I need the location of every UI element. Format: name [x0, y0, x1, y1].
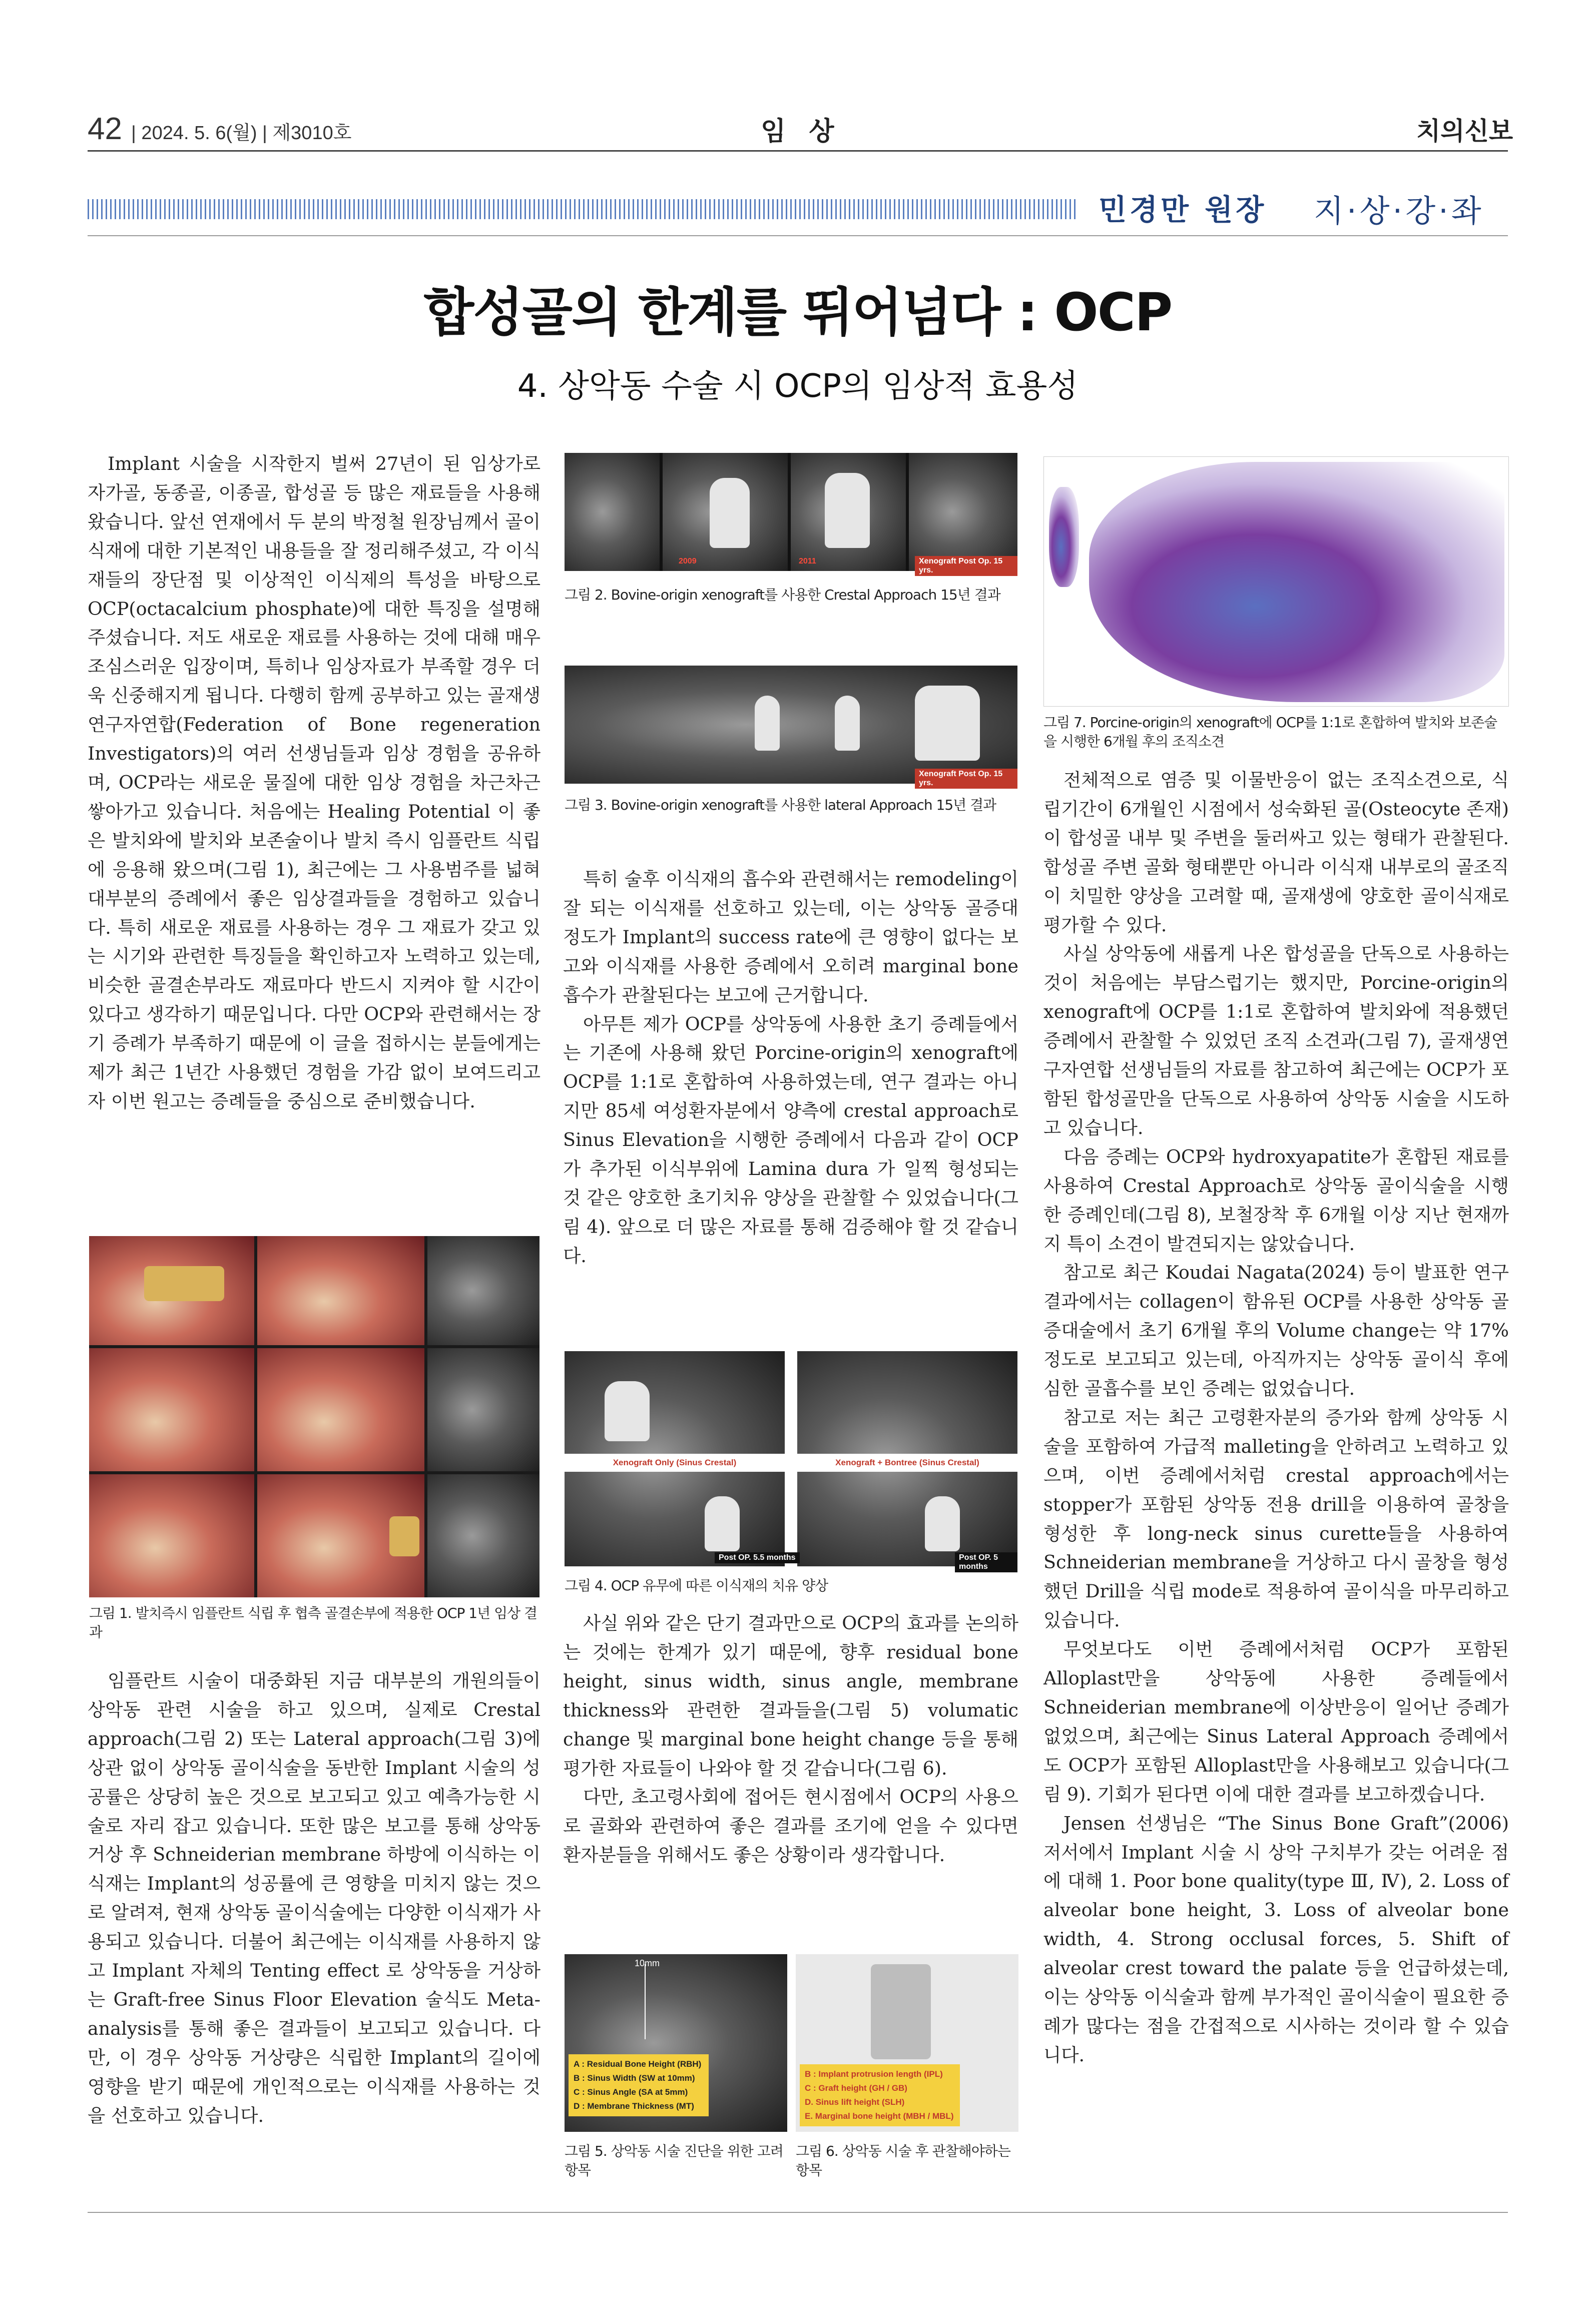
- fig5-legend-item: C : Sinus Angle (SA at 5mm): [574, 2087, 688, 2097]
- col3-body: [1043, 766, 1509, 2070]
- fig2-implant: [710, 478, 750, 548]
- fig7-tissue-slide: [1089, 462, 1504, 702]
- figure-6-caption: 그림 6. 상악동 시술 후 관찰해야하는 항목: [796, 2143, 1010, 2178]
- fig5-legend-item: A : Residual Bone Height (RBH): [574, 2059, 702, 2069]
- issue-date: | 2024. 5. 6(월) | 제3010호: [131, 123, 352, 144]
- footer-rule: [88, 2212, 1508, 2213]
- figure-7-caption: 그림 7. Porcine-origin의 xenograft에 OCP를 1:1로 혼합하여 발치와 보존술을 시행한 6개월 후의 조직소견: [1043, 714, 1497, 750]
- figure-2-image: [565, 453, 1017, 574]
- series-stripe: [88, 199, 1079, 219]
- figure-5-caption: 그림 5. 상악동 시술 진단을 위한 고려항목: [565, 2143, 783, 2178]
- fig5-scale-line: [645, 1964, 646, 2039]
- fig5-scale-label: 10mm: [635, 1958, 660, 1968]
- col3-paragraph: 무엇보다도 이번 증례에서처럼 OCP가 포함된 Alloplast만을 상악동에 사용한 증례들에서 Schneiderian membrane에 이상반응이 일어난 증례가 없었으며, 최근에는 Sinus Lateral Approach 증례에서도 OCP가 포함된 Alloplast만을 사용해보고 있습니다(그림 9). 기회가 된다면 이에 대한 결과를 보고하겠습니다.: [1043, 1638, 1509, 1805]
- fig1-crown: [389, 1516, 419, 1556]
- col1-paragraph: 임플란트 시술이 대중화된 지금 대부분의 개원의들이 상악동 관련 시술을 하고 있으며, 실제로 Crestal approach(그림 2) 또는 Lateral approach(그림 3)에 상관 없이 상악동 골이식술을 동반한 Implant 시술의 성공률은 상당히 높은 것으로 보고되고 있고 예측가능한 시술로 자리 잡고 있습니다. 또한 많은 보고를 통해 상악동 거상 후 Schneiderian membrane 하방에 이식하는 이식재는 Implant의 성공률에 큰 영향을 미치지 않는 것으로 알려져, 현재 상악동 골이식술에는 다양한 이식재가 사용되고 있습니다. 더불어 최근에는 이식재를 사용하지 않고 Implant 자체의 Tenting effect 로 상악동을 거상하는 Graft-free Sinus Floor Elevation 술식도 Meta-analysis를 통해 좋은 결과들이 보고되고 있습니다. 다만, 이 경우 상악동 거상량은 식립한 Implant의 길이에 영향을 받기 때문에 개인적으로는 이식재를 사용하는 것을 선호하고 있습니다.: [88, 1670, 541, 2126]
- col1-top: [88, 449, 541, 1116]
- series-column: 지·상·강·좌: [1314, 193, 1484, 229]
- col3-paragraph: 참고로 저는 최근 고령환자분의 증가와 함께 상악동 시술을 포함하여 가급적 malleting을 안하려고 노력하고 있으며, 이번 증례에서처럼 crestal approach에서는 stopper가 포함된 상악동 전용 drill을 이용하여 골창을 형성한 후 long-neck sinus curette들을 사용하여 Schneiderian membrane을 거상하고 다시 골창을 형성했던 Drill을 식립 mode로 적용하여 골이식을 마무리하고 있습니다.: [1043, 1406, 1509, 1631]
- fig5-legend: [569, 2054, 709, 2116]
- figure-1-caption: 그림 1. 발치즉시 임플란트 식립 후 협측 골결손부에 적용한 OCP 1년 임상 결과: [89, 1605, 538, 1640]
- figure-4-image: [565, 1351, 1017, 1571]
- fig3-implant: [915, 686, 980, 761]
- fig6-legend-item: E. Marginal bone height (MBH / MBL): [805, 2111, 954, 2121]
- figure-3-image: [565, 666, 1017, 787]
- header-rule: [88, 150, 1508, 152]
- fig3-implant: [835, 696, 860, 751]
- fig3-implant: [755, 696, 780, 751]
- col3-paragraph: 다음 증례는 OCP와 hydroxyapatite가 혼합된 재료를 사용하여 Crestal Approach로 상악동 골이식술을 시행한 증례인데(그림 8), 보철장착 후 6개월 이상 지난 현재까지 특이 소견이 발견되지는 않았습니다.: [1043, 1145, 1509, 1255]
- figure-3-caption: 그림 3. Bovine-origin xenograft를 사용한 lateral Approach 15년 결과: [565, 797, 996, 813]
- fig2-label: 2009: [679, 557, 697, 565]
- col3-paragraph: 전체적으로 염증 및 이물반응이 없는 조직소견으로, 식립기간이 6개월인 시점에서 성숙화된 골(Osteocyte 존재)이 합성골 내부 및 주변을 둘러싸고 있는 형태가 관찰된다. 합성골 주변 골화 형태뿐만 아니라 이식재 내부로의 골조직이 치밀한 양상을 고려할 때, 골재생에 양호한 골이식재로 평가할 수 있다.: [1043, 769, 1509, 936]
- figure-5-image: [565, 1954, 787, 2132]
- fig2-label: 2011: [799, 557, 816, 565]
- figure-2-caption: 그림 2. Bovine-origin xenograft를 사용한 Crestal Approach 15년 결과: [565, 587, 1000, 603]
- fig6-legend: [800, 2064, 960, 2126]
- fig2-label: Xenograft Post Op. 15 yrs.: [915, 556, 1017, 576]
- col2-paragraph: 특히 술후 이식재의 흡수와 관련해서는 remodeling이 잘 되는 이식재를 선호하고 있는데, 이는 상악동 골증대 정도가 Implant의 success rate에 큰 영향이 없다는 보고와 이식재를 사용한 증례에서 오히려 marginal bone 흡수가 관찰된다는 보고에 근거합니다.: [563, 868, 1018, 1006]
- col1-bottom: [88, 1666, 541, 2130]
- figure-4-caption: 그림 4. OCP 유무에 따른 이식재의 치유 양상: [565, 1577, 828, 1594]
- fig5-legend-item: D : Membrane Thickness (MT): [574, 2101, 694, 2111]
- fig1-crown: [144, 1266, 224, 1301]
- fig7-tissue-fragment: [1049, 487, 1079, 587]
- figure-7-image: [1043, 456, 1509, 707]
- col2-top: [563, 865, 1018, 1271]
- fig1-xray-post: [427, 1474, 540, 1597]
- fig2-xray-1: [565, 453, 660, 571]
- col3-paragraph: 사실 상악동에 새롭게 나온 합성골을 단독으로 사용하는 것이 처음에는 부담스럽기는 했지만, Porcine-origin의 xenograft에 OCP를 1:1로 혼합하여 발치와에 적용했던 증례에서 관찰할 수 있었던 조직 소견과(그림 7), 골재생연구자연합 선생님들의 자료를 참고하여 최근에는 OCP가 포함된 합성골만을 단독으로 사용하여 상악동 시술을 시도하고 있습니다.: [1043, 943, 1509, 1138]
- fig4-implant: [705, 1496, 740, 1551]
- col2-paragraph: 사실 위와 같은 단기 결과만으로 OCP의 효과를 논의하는 것에는 한계가 있기 때문에, 향후 residual bone height, sinus width, sinus angle, membrane thickness와 관련한 결과들을(그림 5) volumatic change 및 marginal bone height change 등을 통해 평가한 자료들이 나와야 할 것 같습니다(그림 6).: [563, 1612, 1018, 1779]
- series-author: 민경만 원장: [1099, 193, 1267, 227]
- fig1-xray-graft: [427, 1348, 540, 1471]
- fig6-legend-item: C : Graft height (GH / GB): [805, 2083, 907, 2093]
- fig6-legend-item: B : Implant protrusion length (IPL): [805, 2069, 943, 2079]
- page-number: 42: [88, 112, 122, 146]
- fig4-label-right: Xenograft + Bontree (Sinus Crestal): [797, 1454, 1017, 1472]
- publication-name: 치의신보: [1416, 117, 1513, 146]
- fig1-photo-pre-right: [257, 1236, 424, 1345]
- article-title: 합성골의 한계를 뛰어넘다 : OCP: [423, 282, 1172, 343]
- fig6-legend-item: D. Sinus lift height (SLH): [805, 2097, 905, 2107]
- fig2-xray-4: [909, 453, 1017, 571]
- fig4-time-label: Post OP. 5.5 months: [715, 1552, 800, 1563]
- fig1-photo-graft-right: [257, 1348, 424, 1471]
- figure-1-image: [89, 1236, 540, 1597]
- fig4-label-left: Xenograft Only (Sinus Crestal): [565, 1454, 785, 1472]
- fig3-label: Xenograft Post Op. 15 yrs.: [915, 769, 1017, 789]
- fig1-xray-pre: [427, 1236, 540, 1345]
- col1-paragraph: Implant 시술을 시작한지 벌써 27년이 된 임상가로 자가골, 동종골, 이종골, 합성골 등 많은 재료들을 사용해 왔습니다. 앞선 연재에서 두 분의 박정철 원장님께서 골이식재에 대한 기본적인 내용들을 잘 정리해주셨고, 각 이식재들의 장단점 및 이상적인 이식제의 특성을 바탕으로 OCP(octacalcium phosphate)에 대한 특징을 설명해 주셨습니다. 저도 새로운 재료를 사용하는 것에 대해 매우 조심스러운 입장이며, 특히나 임상자료가 부족할 경우 더욱 신중해지게 됩니다. 다행히 함께 공부하고 있는 골재생연구자연합(Federation of Bone regeneration Investigators)의 여러 선생님들과 임상 경험을 공유하며, OCP라는 새로운 물질에 대한 임상 경험을 차근차근 쌓아가고 있습니다. 처음에는 Healing Potential 이 좋은 발치와에 발치와 보존술이나 발치 즉시 임플란트 식립에 응용해 왔으며(그림 1), 최근에는 그 사용범주를 넓혀 대부분의 증례에서 좋은 임상결과들을 경험하고 있습니다. 특히 새로운 재료를 사용하는 경우 그 재료가 갖고 있는 시기와 관련한 특징들을 확인하고자 노력하고 있는데, 비슷한 골결손부라도 재료마다 반드시 지켜야 할 시간이 있다고 생각하기 때문입니다. 다만 OCP와 관련해서는 장기 증례가 부족하기 때문에 이 글을 접하시는 분들에게는 제가 최근 1년간 사용했던 경험을 가감 없이 보여드리고자 이번 원고는 증례들을 중심으로 준비했습니다.: [88, 453, 541, 1112]
- col2-middle: [563, 1609, 1018, 1870]
- fig4-implant: [925, 1496, 960, 1551]
- fig4-implant: [605, 1381, 650, 1441]
- series-rule: [88, 235, 1508, 236]
- fig2-implant: [825, 473, 870, 548]
- fig1-photo-post-left: [89, 1474, 254, 1597]
- col3-paragraph: Jensen 선생님은 “The Sinus Bone Graft”(2006) 저서에서 Implant 시술 시 상악 구치부가 갖는 어려운 점에 대해 1. Poor bone quality(type Ⅲ, Ⅳ), 2. Loss of alveolar bone height, 3. Loss of alveolar bone width, 4. Strong occlusal forces, 5. Shift of alveolar crest toward the palate 등을 언급하셨는데, 이는 상악동 이식술과 함께 부가적인 골이식술이 필요한 증례가 많다는 점을 간접적으로 시사하는 것이라 할 수 있습니다.: [1043, 1812, 1509, 2066]
- col2-paragraph: 아무튼 제가 OCP를 상악동에 사용한 초기 증례들에서는 기존에 사용해 왔던 Porcine-origin의 xenograft에 OCP를 1:1로 혼합하여 사용하였는데, 연구 결과는 아니지만 85세 여성환자분에서 양측에 crestal approach로 Sinus Elevation을 시행한 증례에서 다음과 같이 OCP가 추가된 이식부위에 Lamina dura 가 일찍 형성되는 것 같은 양호한 초기치유 양상을 관찰할 수 있었습니다(그림 4). 앞으로 더 많은 자료를 통해 검증해야 할 것 같습니다.: [563, 1013, 1018, 1267]
- col2-paragraph: 다만, 초고령사회에 접어든 현시점에서 OCP의 사용으로 골화와 관련하여 좋은 결과를 조기에 얻을 수 있다면 환자분들을 위해서도 좋은 상황이라 생각합니다.: [563, 1786, 1018, 1866]
- fig5-legend-item: B : Sinus Width (SW at 10mm): [574, 2073, 695, 2083]
- fig1-photo-graft-left: [89, 1348, 254, 1471]
- fig6-implant-diagram: [871, 1964, 931, 2059]
- article-subtitle: 4. 상악동 수술 시 OCP의 임상적 효용성: [517, 368, 1079, 405]
- fig4-time-label: Post OP. 5 months: [955, 1552, 1017, 1572]
- figure-6-image: [796, 1954, 1018, 2132]
- section-name: 임 상: [761, 117, 841, 147]
- col3-paragraph: 참고로 최근 Koudai Nagata(2024) 등이 발표한 연구결과에서는 collagen이 함유된 OCP를 사용한 상악동 골증대술에서 초기 6개월 후의 Volume change는 약 17%정도로 보고되고 있는데, 아직까지는 상악동 골이식 후에 심한 골흡수를 보인 증례는 없었습니다.: [1043, 1262, 1509, 1400]
